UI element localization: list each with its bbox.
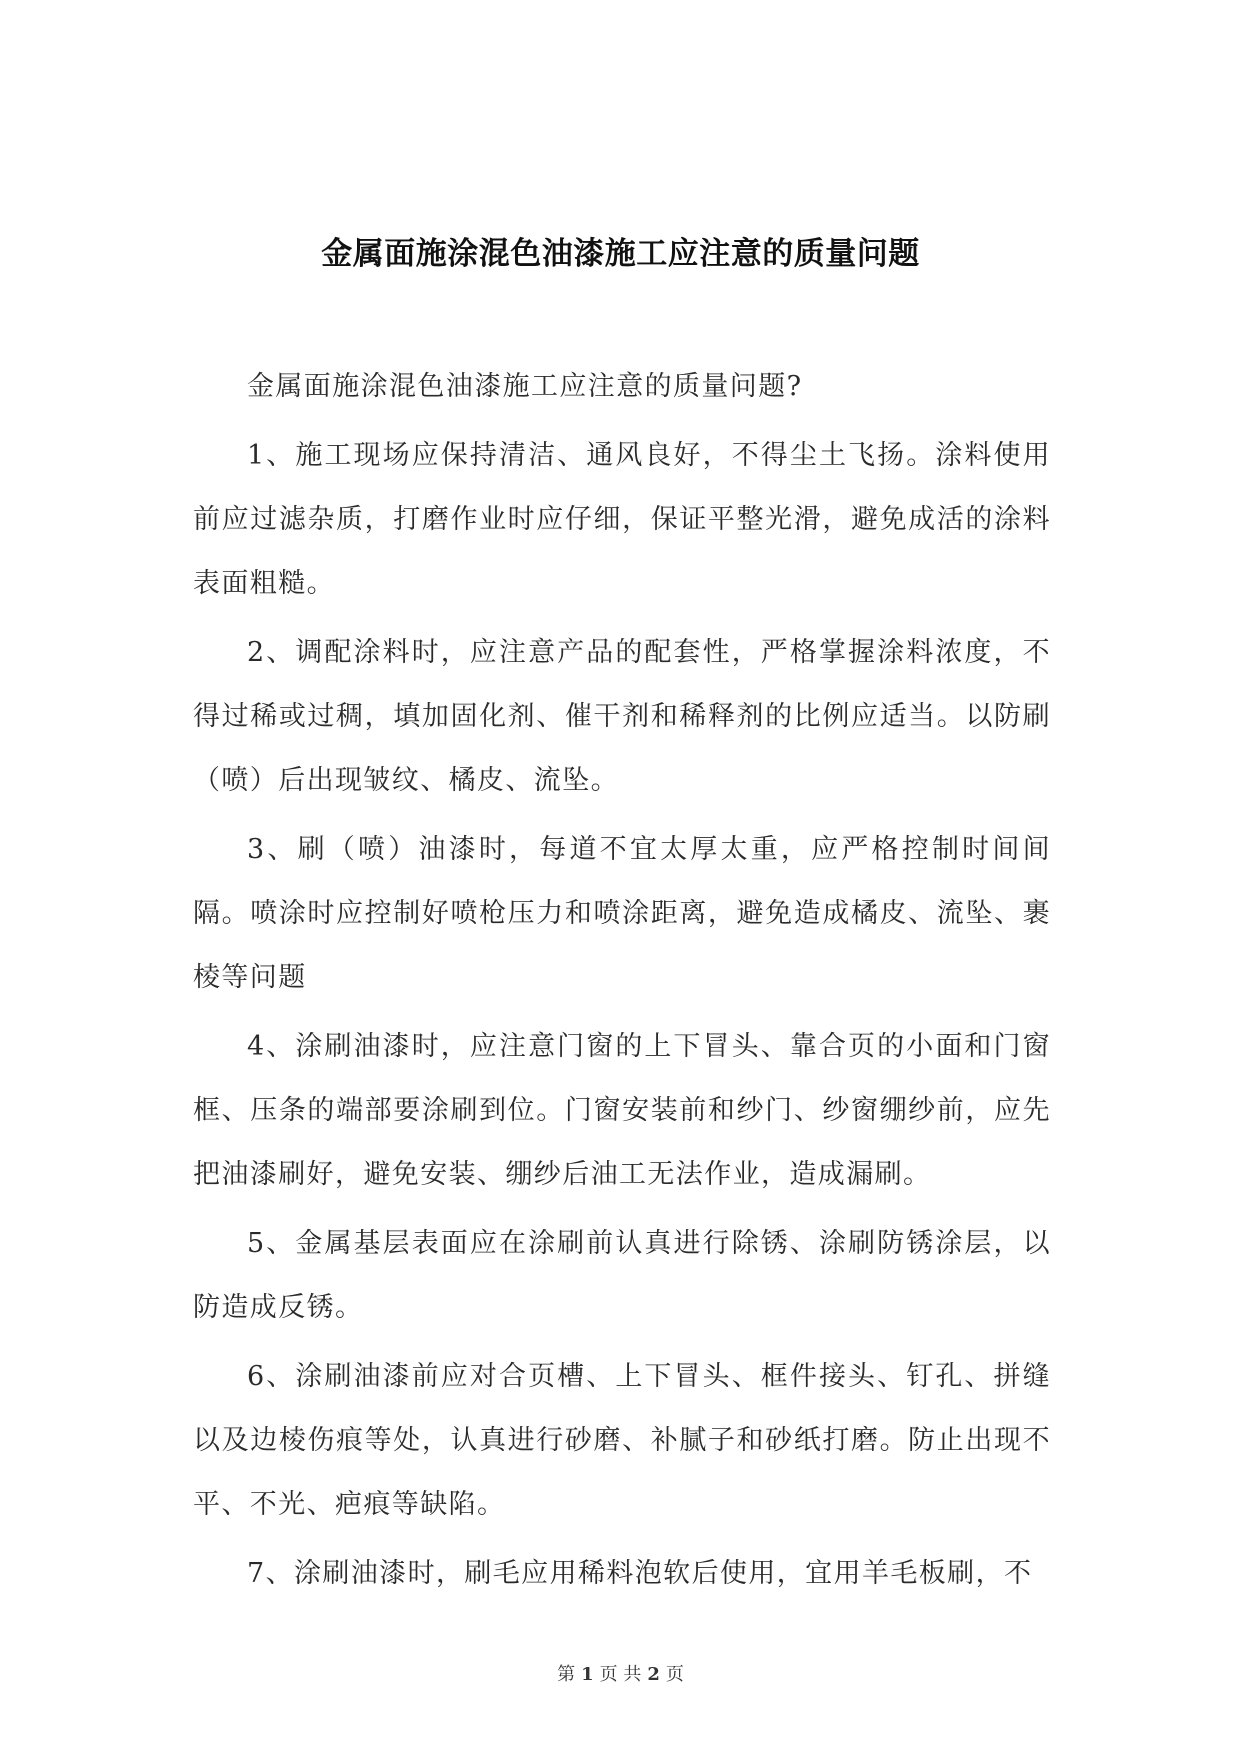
page-footer [0, 1660, 1241, 1686]
footer-middle: 页 共 [599, 1664, 642, 1685]
paragraph-intro: 金属面施涂混色油漆施工应注意的质量问题? [247, 371, 803, 402]
document-title: 金属面施涂混色油漆施工应注意的质量问题 [321, 236, 920, 272]
paragraph-item-3: 3、刷（喷）油漆时，每道不宜太厚太重，应严格控制时间间隔。喷涂时应控制好喷枪压力和喷涂距离，避免造成橘皮、流坠、裹棱等问题 [193, 834, 1051, 993]
paragraph-item-7: 7、涂刷油漆时，刷毛应用稀料泡软后使用，宜用羊毛板刷，不 [247, 1558, 1033, 1589]
paragraph-item-2: 2、调配涂料时，应注意产品的配套性，严格掌握涂料浓度，不得过稀或过稠，填加固化剂、催干剂和稀释剂的比例应适当。以防刷（喷）后出现皱纹、橘皮、流坠。 [193, 637, 1051, 796]
footer-total-pages: 2 [647, 1664, 660, 1685]
paragraph-item-1: 1、施工现场应保持清洁、通风良好，不得尘土飞扬。涂料使用前应过滤杂质，打磨作业时应仔细，保证平整光滑，避免成活的涂料表面粗糙。 [193, 440, 1051, 599]
footer-current-page: 1 [581, 1664, 594, 1685]
document-body [193, 355, 1051, 1611]
paragraph-item-4: 4、涂刷油漆时，应注意门窗的上下冒头、靠合页的小面和门窗框、压条的端部要涂刷到位。门窗安装前和纱门、纱窗绷纱前，应先把油漆刷好，避免安装、绷纱后油工无法作业，造成漏刷。 [193, 1031, 1051, 1190]
paragraph-item-5: 5、金属基层表面应在涂刷前认真进行除锈、涂刷防锈涂层，以防造成反锈。 [193, 1228, 1051, 1323]
paragraph-item-6: 6、涂刷油漆前应对合页槽、上下冒头、框件接头、钉孔、拼缝以及边棱伤痕等处，认真进行砂磨、补腻子和砂纸打磨。防止出现不平、不光、疤痕等缺陷。 [193, 1361, 1051, 1520]
footer-suffix: 页 [665, 1664, 684, 1685]
footer-prefix: 第 [557, 1664, 576, 1685]
